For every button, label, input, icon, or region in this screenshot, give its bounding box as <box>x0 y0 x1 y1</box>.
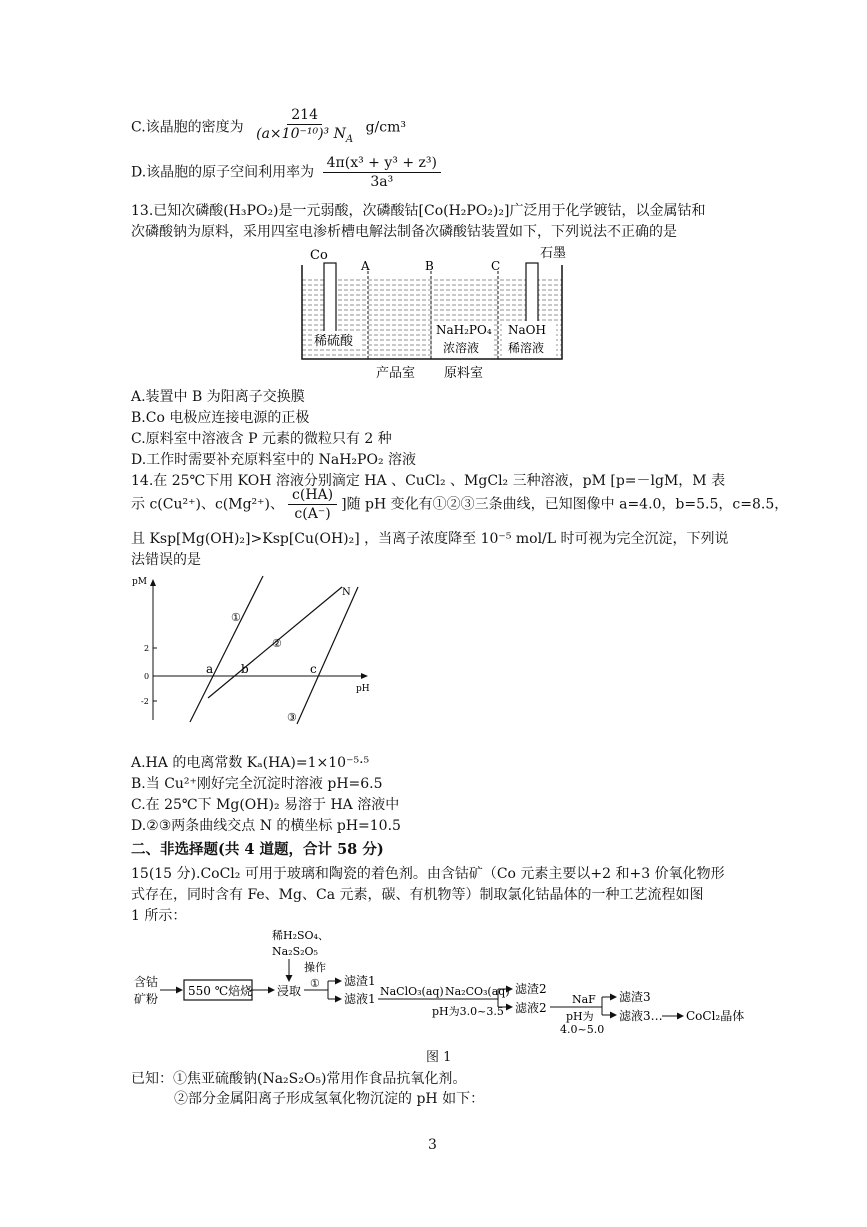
ha-ratio-fraction: $\frac{c(HA)}{c(A^-)}$ <box>288 486 337 523</box>
ph-range-2-label-line1: pH为 <box>566 1010 594 1023</box>
naf-label: NaF <box>572 993 596 1006</box>
utilization-numerator: 4π(x³ + y³ + z³) <box>323 154 441 173</box>
na2co3-label: Na₂CO₃(aq) <box>445 985 510 998</box>
q15-stem-line2: 式存在，同时含有 Fe、Mg、Ca 元素，碳、有机物等）制取氯化钴晶体的一种工艺流程如图 <box>131 887 704 903</box>
y-axis-arrow <box>150 579 156 586</box>
leaching-label: 浸取 <box>277 984 302 998</box>
point-a-label: a <box>206 662 214 676</box>
naclo3-label: NaClO₃(aq) <box>380 985 444 998</box>
q13-option-b: B.Co 电极应连接电源的正极 <box>131 410 310 426</box>
q14-option-a: A.HA 的电离常数 Kₐ(HA)=1×10⁻⁵·⁵ <box>131 755 370 771</box>
electrolysis-cell-diagram <box>290 243 580 385</box>
roasting-label: 550 ℃焙烧 <box>188 984 253 998</box>
product-room-label: 产品室 <box>376 366 416 381</box>
q14-stem-line2: 示 c(Cu²⁺)、c(Mg²⁺)、 $\frac{c(HA)}{c(A^-)}$ ]随 pH 变化有①②③三条曲线，已知图像中 a=4.0，b=5.5，c=8.5， <box>131 487 789 522</box>
q14-stem-line3: 且 Ksp[Mg(OH)₂]>Ksp[Cu(OH)₂] ，当离子浓度降至 10⁻⁵ mol/L 时可视为完全沉淀，下列说 <box>131 531 729 547</box>
co-label: Co <box>310 248 328 263</box>
curve-1-label: ① <box>231 611 241 624</box>
q13-option-a: A.装置中 B 为阳离子交换膜 <box>131 389 305 405</box>
y-axis-label: pM <box>132 577 147 587</box>
filtrate-1-label: 滤液1 <box>344 992 376 1006</box>
known-condition-1: 已知：①焦亚硫酸钠(Na₂S₂O₅)常用作食品抗氧化剂。 <box>131 1071 467 1087</box>
graphite-label: 石墨 <box>540 246 567 261</box>
concentrated-solution-label: 浓溶液 <box>443 341 480 355</box>
ore-label-line2: 矿粉 <box>134 992 159 1006</box>
q14-stem-line1: 14.在 25℃下用 KOH 溶液分别滴定 HA 、CuCl₂ 、MgCl₂ 三种溶液，pM [p=－lgM，M 表 <box>131 473 726 489</box>
q13-stem-line1: 13.已知次磷酸(H₃PO₂)是一元弱酸，次磷酸钴[Co(H₂PO₂)₂]广泛用于化学镀钴，以金属钴和 <box>131 203 706 219</box>
reagent-h2so4: 稀H₂SO₄、 <box>272 929 329 942</box>
raw-material-room-label: 原料室 <box>444 366 484 381</box>
ph-range-1-label: pH为3.0~3.5 <box>432 1005 504 1018</box>
q12-option-d <box>131 154 445 191</box>
curve-2-label: ② <box>272 637 282 650</box>
point-b-label: b <box>241 662 249 676</box>
naoh-label: NaOH <box>508 323 546 337</box>
ph-range-2-label-line2: 4.0~5.0 <box>560 1023 605 1036</box>
operation-label: 操作 <box>304 961 326 974</box>
pm-ph-graph <box>130 570 380 730</box>
product-label: CoCl₂晶体 <box>686 1009 745 1023</box>
operation-number: ① <box>310 977 320 990</box>
figure-caption: 图 1 <box>426 1050 452 1065</box>
membrane-b-label: B <box>425 259 434 273</box>
residue-3-label: 滤渣3 <box>619 990 651 1004</box>
curve-1 <box>190 576 263 722</box>
process-flow-diagram <box>132 925 757 1037</box>
y-tick-0: 0 <box>144 672 150 681</box>
section-2-heading: 二、非选择题(共 4 道题，合计 58 分) <box>131 841 384 858</box>
x-axis-arrow <box>361 673 368 679</box>
ore-label-line1: 含钴 <box>134 975 159 989</box>
filtrate-3-label: 滤液3… <box>619 1009 663 1023</box>
q12-option-c <box>131 106 406 149</box>
utilization-fraction <box>323 154 441 191</box>
residue-1-label: 滤渣1 <box>344 974 376 988</box>
dilute-solution-label: 稀溶液 <box>508 341 545 355</box>
q15-stem-line1: 15(15 分).CoCl₂ 可用于玻璃和陶瓷的着色剂。由含钴矿（Co 元素主要以+2 和+3 价氧化物形 <box>131 866 725 882</box>
density-numerator: 214 <box>287 106 322 125</box>
residue-2-label: 滤渣2 <box>515 982 547 996</box>
q14-stem-line4: 法错误的是 <box>131 552 201 568</box>
membrane-a-label: A <box>361 259 370 273</box>
curve-3-label: ③ <box>287 711 297 724</box>
q12-option-c-prefix: C.该晶胞的密度为 <box>131 119 244 136</box>
known-condition-2: ②部分金属阳离子形成氢氧化物沉淀的 pH 如下： <box>174 1091 485 1107</box>
reagent-na2s2o5: Na₂S₂O₅ <box>272 945 318 958</box>
q13-option-c: C.原料室中溶液含 P 元素的微粒只有 2 种 <box>131 431 392 447</box>
density-unit: g/cm³ <box>365 119 406 136</box>
y-tick-neg2: -2 <box>141 697 149 706</box>
point-c-label: c <box>310 662 317 676</box>
page-number: 3 <box>428 1137 437 1153</box>
filtrate-2-label: 滤液2 <box>515 1001 547 1015</box>
density-denominator: (a×10⁻¹⁰)³ $N_A$ <box>256 126 354 145</box>
dilute-sulfuric-acid-label: 稀硫酸 <box>314 334 354 349</box>
point-n-label: N <box>342 587 351 598</box>
q12-option-d-prefix: D.该晶胞的原子空间利用率为 <box>131 164 315 181</box>
x-axis-label: pH <box>356 684 370 694</box>
q14-option-c: C.在 25℃下 Mg(OH)₂ 易溶于 HA 溶液中 <box>131 797 400 813</box>
q13-stem-line2: 次磷酸钠为原料，采用四室电渗析槽电解法制备次磷酸钴装置如下，下列说法不正确的是 <box>131 224 677 240</box>
q13-option-d: D.工作时需要补充原料室中的 NaH₂PO₂ 溶液 <box>131 452 417 468</box>
curve-3 <box>297 587 358 724</box>
density-fraction <box>252 106 357 149</box>
membrane-c-label: C <box>491 259 501 273</box>
nah2po4-label: NaH₂PO₄ <box>436 323 492 337</box>
utilization-denominator: 3a³ <box>370 174 394 190</box>
y-tick-2: 2 <box>144 644 150 653</box>
q15-stem-line3: 1 所示： <box>131 908 187 924</box>
q14-option-d: D.②③两条曲线交点 N 的横坐标 pH=10.5 <box>131 818 401 834</box>
q14-option-b: B.当 Cu²⁺刚好完全沉淀时溶液 pH=6.5 <box>131 776 383 792</box>
